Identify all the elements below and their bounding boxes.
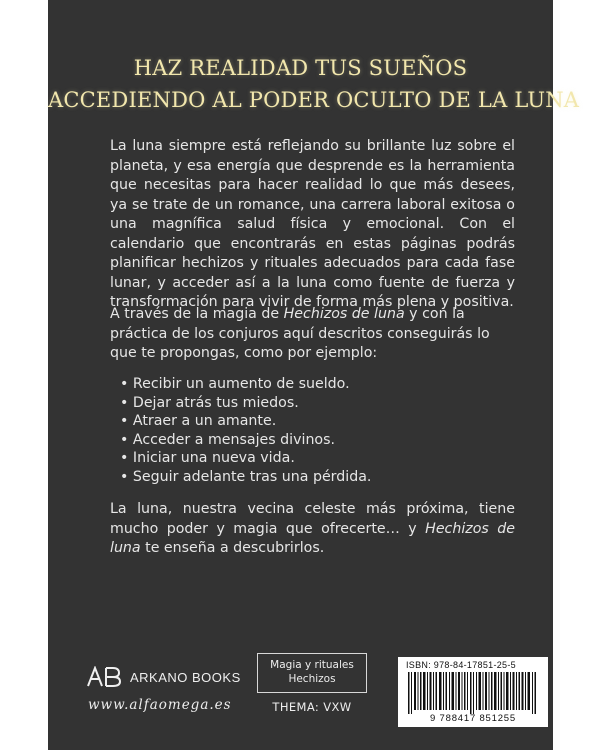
barcode-icon: [408, 672, 540, 714]
back-cover: [48, 0, 580, 750]
paragraph-3-after: te enseña a descubrirlos.: [140, 540, 325, 556]
barcode-digits: 9 788417 851255: [430, 713, 516, 724]
paragraph-2-before: A través de la magia de: [110, 306, 284, 322]
list-item: • Seguir adelante tras una pérdida.: [120, 468, 371, 487]
list-item: • Recibir un aumento de sueldo.: [120, 375, 371, 394]
category-line-2: Hechizos: [288, 673, 336, 685]
barcode-panel: [398, 657, 548, 727]
list-item: • Acceder a mensajes divinos.: [120, 431, 371, 450]
headline-line-1: HAZ REALIDAD TUS SUEÑOS: [133, 56, 468, 80]
paragraph-3-before: La luna, nuestra vecina celeste más próxima, tiene mucho poder y magia que ofrecerte… y: [110, 501, 515, 537]
list-item: • Dejar atrás tus miedos.: [120, 394, 371, 413]
publisher-website: www.alfaomega.es: [88, 697, 232, 713]
description-paragraph-2: [110, 305, 515, 364]
paragraph-2-after: y con la práctica de los conjuros aquí descritos conseguirás lo que te propongas, como por ejemplo:: [110, 306, 490, 361]
headline: [48, 52, 580, 116]
book-title-mention: Hechizos de luna: [110, 520, 515, 556]
publisher-name: ARKANO BOOKS: [130, 669, 241, 685]
list-item: • Atraer a un amante.: [120, 412, 371, 431]
category-line-1: Magia y rituales: [270, 659, 354, 671]
description-paragraph-1: La luna siempre está reflejando su brillante luz sobre el planeta, y esa energía que desprende es la herramienta que necesitas para hacer realidad lo que más desees, ya se trate de un romance, una carrera laboral exitosa o una magnífica salud física y emocional. Con el calendario que encontrarás en estas páginas podrás planificar hechizos y rituales adecuados para cada fase lunar, y acceder así a la luna como fuente de fuerza y transformación para vivir de forma más plena y positiva.: [110, 138, 515, 310]
publisher-logo: [86, 665, 276, 689]
headline-line-2: ACCEDIENDO AL PODER OCULTO DE LA LUNA: [48, 88, 580, 112]
arkano-logo-icon: [86, 666, 122, 688]
benefits-list: [120, 375, 371, 487]
category-box: [257, 653, 367, 693]
thema-code: THEMA: VXW: [272, 700, 352, 714]
book-title-mention: Hechizos de luna: [283, 306, 405, 322]
list-item: • Iniciar una nueva vida.: [120, 449, 371, 468]
description-paragraph-3: [110, 500, 515, 559]
isbn-label: ISBN: 978-84-17851-25-5: [406, 660, 516, 670]
